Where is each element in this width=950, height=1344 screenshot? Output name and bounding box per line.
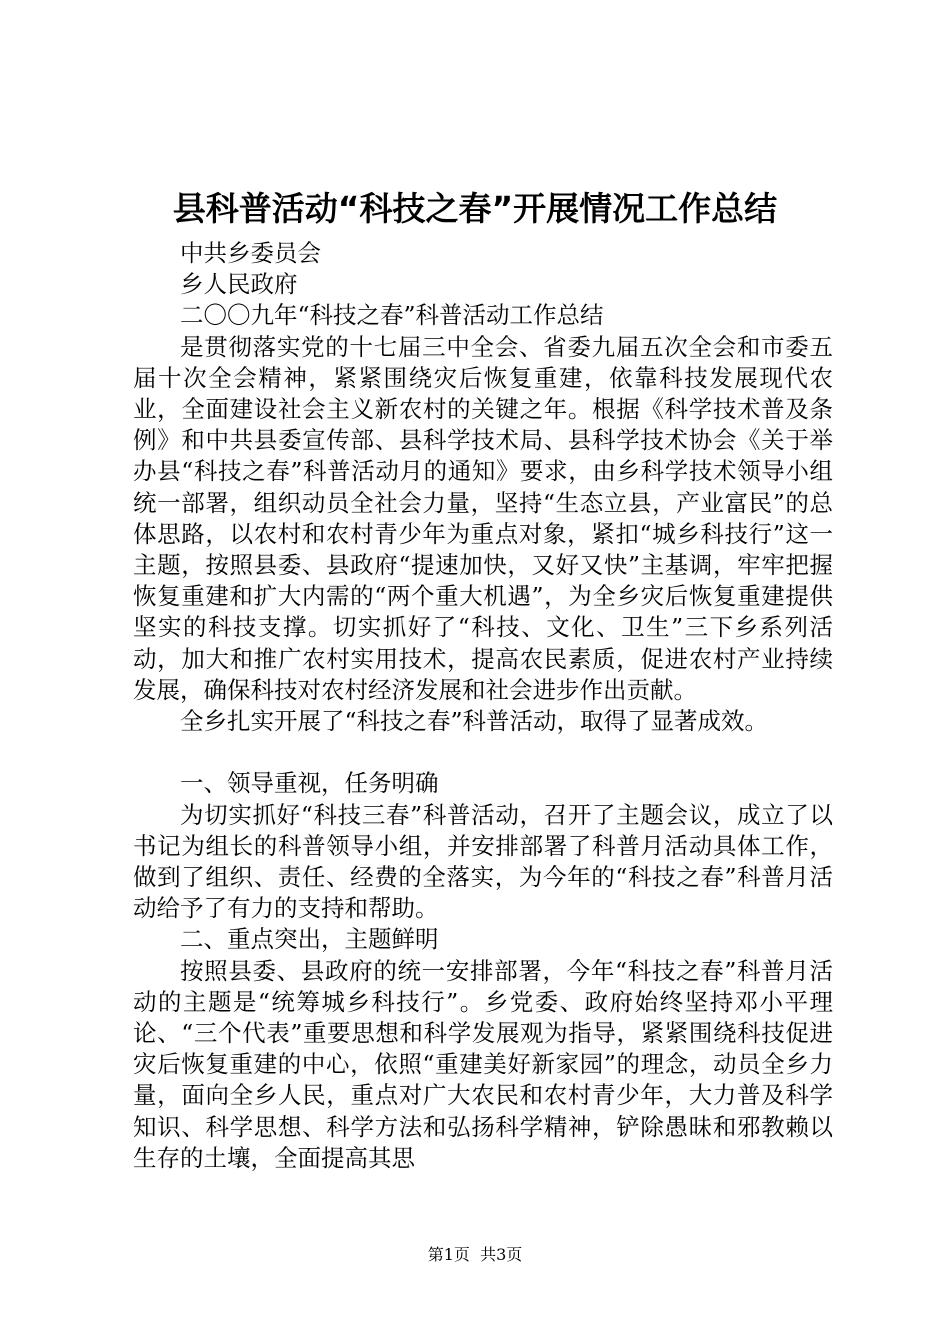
paragraph-summary: 全乡扎实开展了“科技之春”科普活动，取得了显著成效。 bbox=[180, 707, 769, 736]
paragraph-section-1: 为切实抓好“科技三春”科普活动，召开了主题会议，成立了以书记为组长的科普领导小组，并安排部署了科普月活动具体工作，做到了组织、责任、经费的全落实，为今年的“科技之春”科普月活动给予了有力的支持和帮助。 bbox=[133, 800, 833, 923]
paragraph-subtitle: 二〇〇九年“科技之春”科普活动工作总结 bbox=[180, 301, 604, 330]
document-body bbox=[133, 238, 833, 1174]
section-heading-2: 二、重点突出，主题鲜明 bbox=[180, 925, 439, 954]
paragraph-section-2: 按照县委、县政府的统一安排部署，今年“科技之春”科普月活动的主题是“统筹城乡科技行”。乡党委、政府始终坚持邓小平理论、“三个代表”重要思想和科学发展观为指导，紧紧围绕科技促进灾后恢复重建的中心，依照“重建美好新家园”的理念，动员全乡力量，面向全乡人民，重点对广大农民和农村青少年，大力普及科学知识、科学思想、科学方法和弘扬科学精神，铲除愚昧和邪教赖以生存的土壤，全面提高其思 bbox=[133, 956, 833, 1172]
page-footer: 第1页 共3页 bbox=[427, 1245, 523, 1264]
document-title: 县科普活动“科技之春”开展情况工作总结 bbox=[172, 189, 778, 228]
paragraph-government: 乡人民政府 bbox=[180, 270, 298, 299]
blank-line bbox=[133, 737, 833, 768]
paragraph-committee: 中共乡委员会 bbox=[180, 239, 321, 267]
paragraph-intro: 是贯彻落实党的十七届三中全会、省委九届五次全会和市委五届十次全会精神，紧紧围绕灾后恢复重建，依靠科技发展现代农业，全面建设社会主义新农村的关键之年。根据《科学技术普及条例》和中共县委宣传部、县科学技术局、县科学技术协会《关于举办县“科技之春”科普活动月的通知》要求，由乡科学技术领导小组统一部署，组织动员全社会力量，坚持“生态立县，产业富民”的总体思路，以农村和农村青少年为重点对象，紧扣“城乡科技行”这一主题，按照县委、县政府“提速加快，又好又快”主基调，牢牢把握恢复重建和扩大内需的“两个重大机遇”，为全乡灾后恢复重建提供坚实的科技支撑。切实抓好了“科技、文化、卫生”三下乡系列活动，加大和推广农村实用技术，提高农民素质，促进农村产业持续发展，确保科技对农村经济发展和社会进步作出贡献。 bbox=[133, 332, 833, 704]
section-heading-1: 一、领导重视，任务明确 bbox=[180, 769, 439, 798]
